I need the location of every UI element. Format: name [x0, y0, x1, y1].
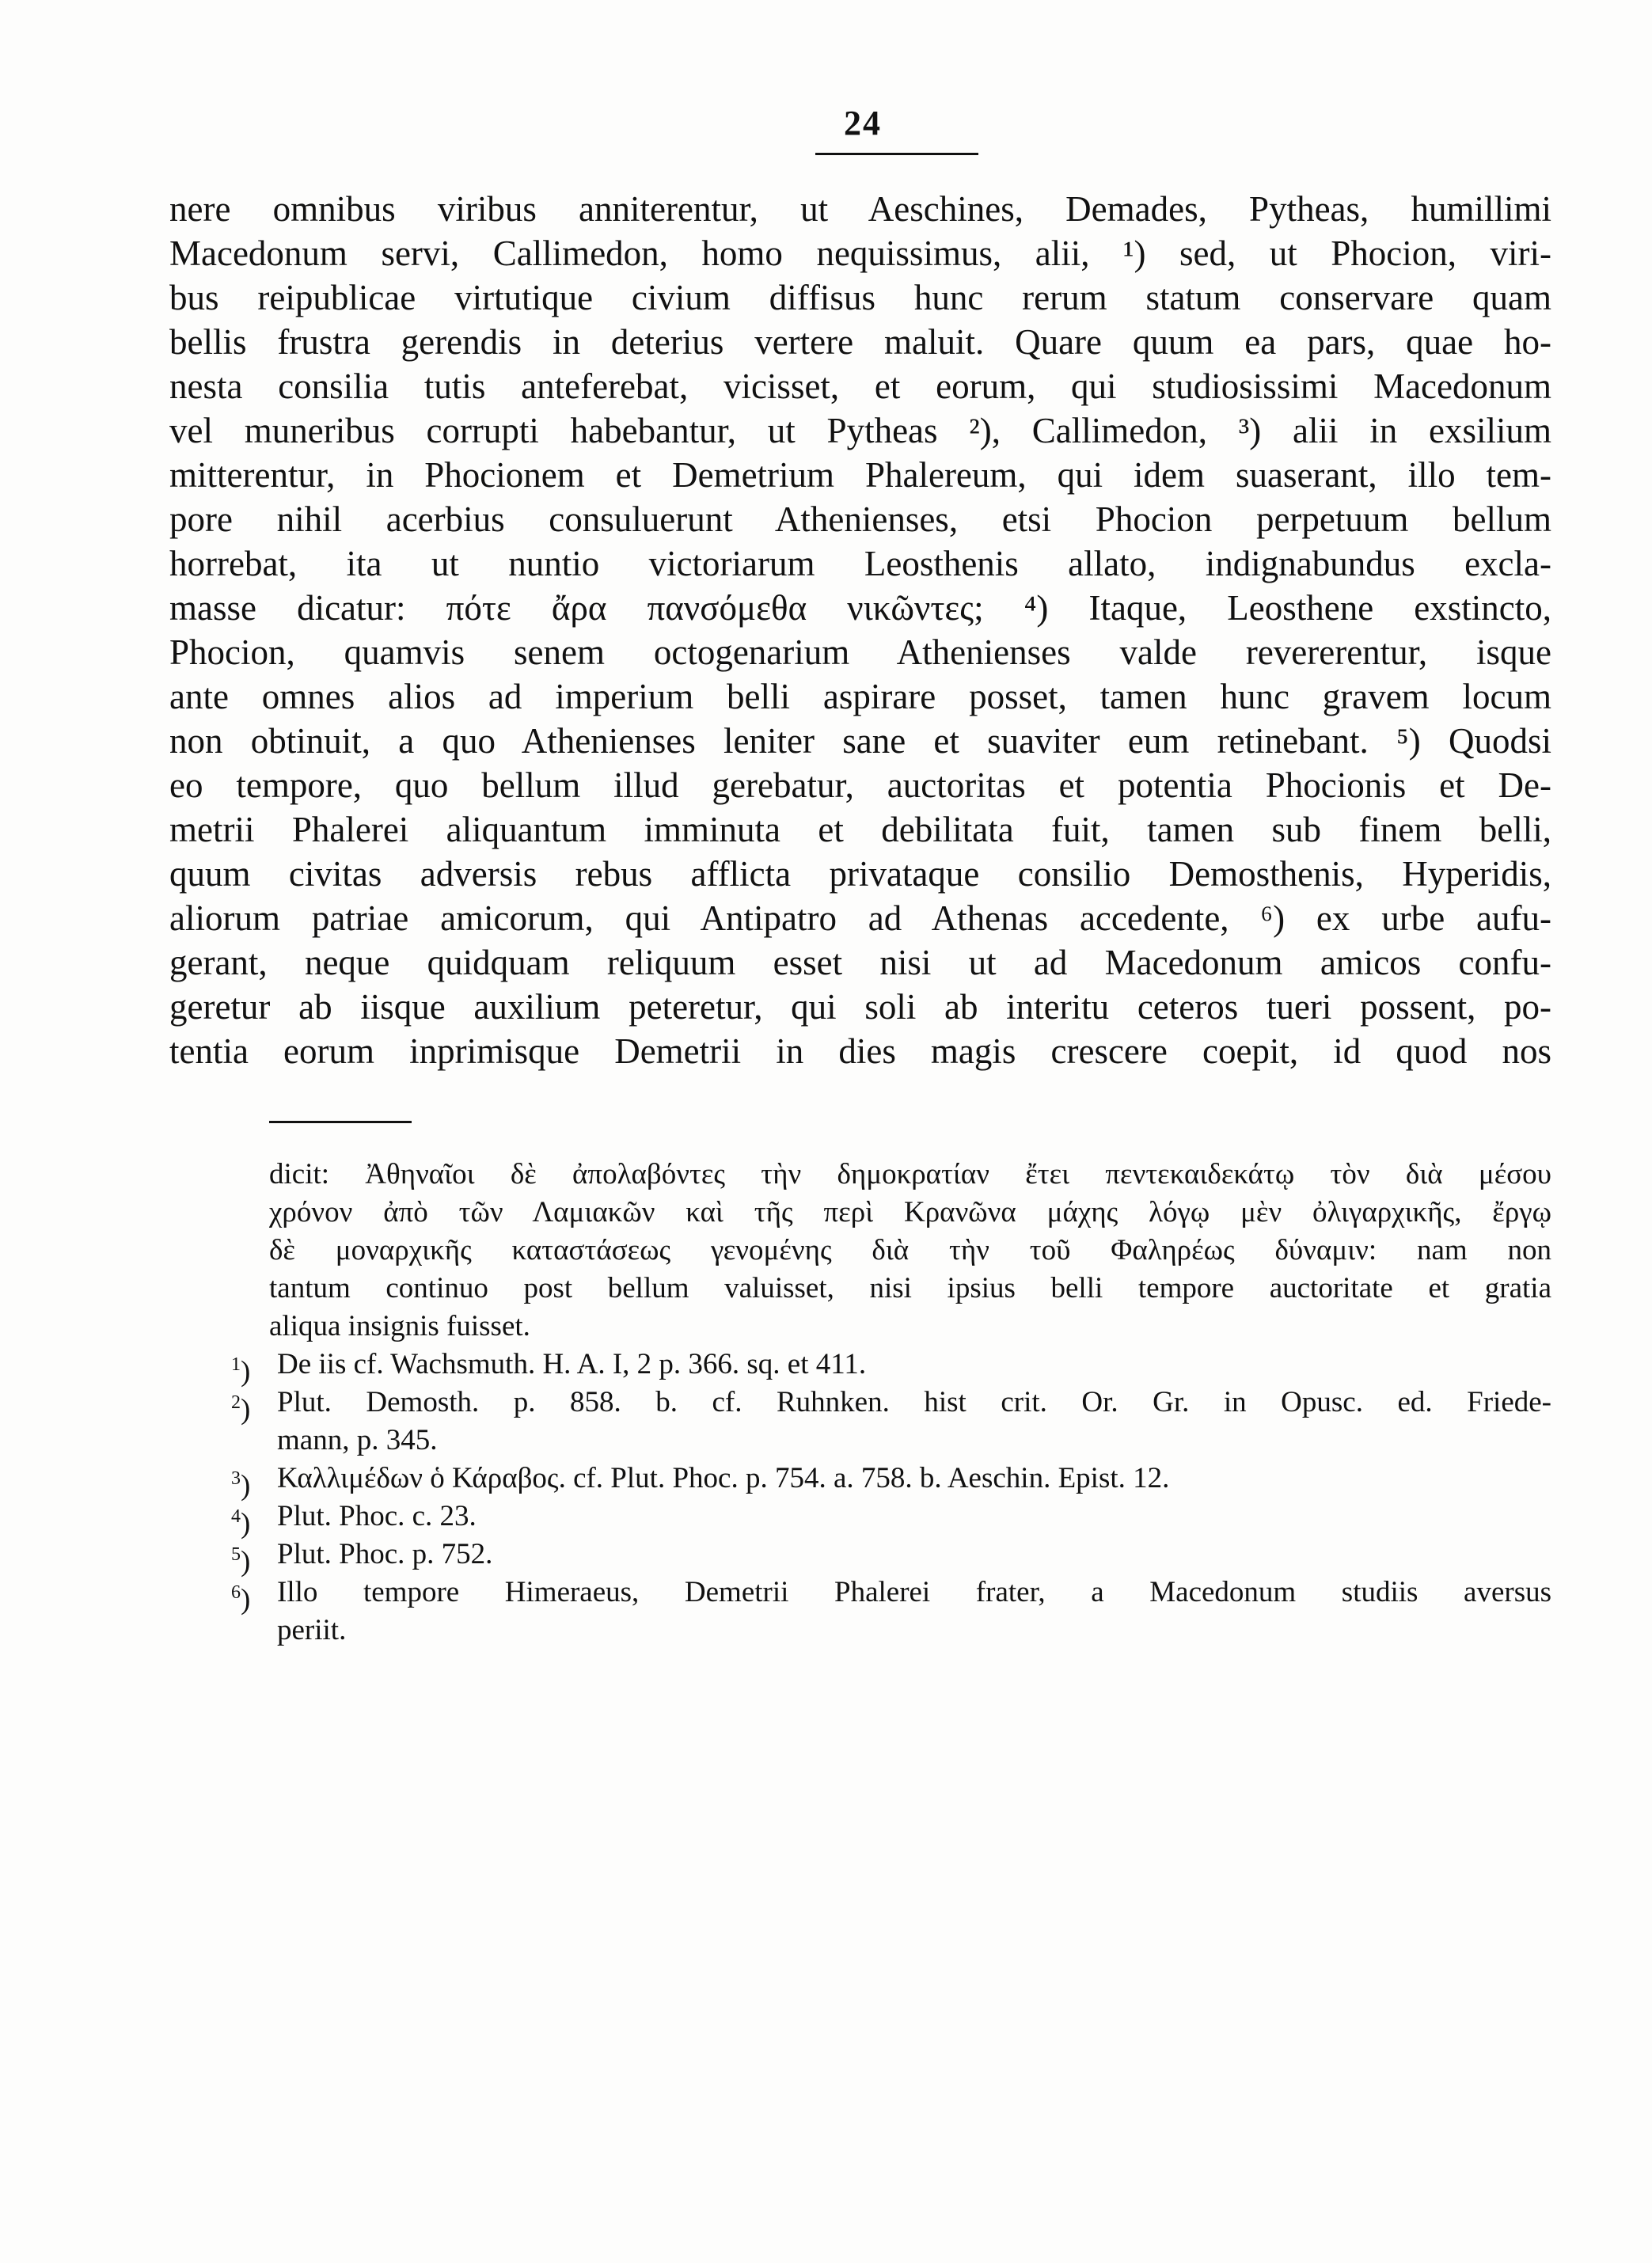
footnote-rule [269, 1121, 412, 1123]
footnote-marker: $^2$) [231, 1392, 251, 1426]
text-line: masse dicatur: πότε ἄρα πανσόμεθα νικῶντες; ⁴) Itaque, Leosthene exstincto, [169, 588, 1551, 628]
text-line: eo tempore, quo bellum illud gerebatur, auctoritas et potentia Phocionis et De- [169, 765, 1551, 805]
text-line: non obtinuit, a quo Athenienses leniter sane et suaviter eum retinebant. ⁵) Quodsi [169, 721, 1551, 761]
text-line: ante omnes alios ad imperium belli aspirare posset, tamen hunc gravem locum [169, 677, 1551, 716]
footnote-text: De iis cf. Wachsmuth. H. A. I, 2 p. 366. sq. et 411. [277, 1348, 867, 1380]
footnote-2 [231, 1384, 1551, 1426]
footnote-text: Illo tempore Himeraeus, Demetrii Phalerei frater, a Macedonum studiis aversus [277, 1576, 1551, 1608]
text-line: geretur ab iisque auxilium peteretur, qui soli ab interitu ceteros tueri possent, po- [169, 987, 1551, 1027]
footnote-text: Plut. Phoc. p. 752. [277, 1538, 493, 1570]
text-line: nesta consilia tutis anteferebat, vicisset, et eorum, qui studiosissimi Macedonum [169, 366, 1551, 406]
footnote-text: Plut. Phoc. c. 23. [277, 1500, 477, 1532]
footnote-marker: $^1$) [231, 1354, 251, 1388]
text-line: metrii Phalerei aliquantum imminuta et debilitata fuit, tamen sub finem belli, [169, 810, 1551, 849]
text-line: bus reipublicae virtutique civium diffisus hunc rerum statum conservare quam [169, 278, 1551, 317]
footnote-text-wrap: mann, p. 345. [277, 1424, 438, 1456]
footnote-4 [231, 1498, 1551, 1540]
footnote-3 [231, 1460, 1551, 1502]
footnote-marker: $^5$) [231, 1544, 251, 1578]
footnote-continuation-line: χρόνον ἀπὸ τῶν Λαμιακῶν καὶ τῆς περὶ Κρανῶνα μάχης λόγῳ μὲν ὀλιγαρχικῆς, ἔργῳ [269, 1196, 1551, 1228]
text-line: pore nihil acerbius consuluerunt Athenienses, etsi Phocion perpetuum bellum [169, 499, 1551, 539]
footnote-text-wrap: periit. [277, 1614, 347, 1646]
text-line: aliorum patriae amicorum, qui Antipatro ad Athenas accedente, ⁶) ex urbe aufu- [169, 898, 1551, 938]
footnotes [231, 1156, 1551, 1650]
footnote-text: Plut. Demosth. p. 858. b. cf. Ruhnken. hist crit. Or. Gr. in Opusc. ed. Friede- [277, 1386, 1551, 1418]
footnote-continuation-line: aliqua insignis fuisset. [269, 1310, 530, 1342]
main-text [169, 187, 1551, 1073]
text-line: vel muneribus corrupti habebantur, ut Pytheas ²), Callimedon, ³) alii in exsilium [169, 411, 1551, 450]
footnote-marker: $^3$) [231, 1468, 251, 1502]
text-line: quum civitas adversis rebus afflicta privataque consilio Demosthenis, Hyperidis, [169, 854, 1551, 894]
text-line: horrebat, ita ut nuntio victoriarum Leosthenis allato, indignabundus excla- [169, 544, 1551, 583]
footnote-6 [231, 1574, 1551, 1616]
footnote-continuation-line: δὲ μοναρχικῆς καταστάσεως γενομένης διὰ τὴν τοῦ Φαληρέως δύναμιν: nam non [269, 1234, 1551, 1266]
header-rule [815, 153, 978, 155]
footnote-continuation-line: dicit: Ἀθηναῖοι δὲ ἀπολαβόντες τὴν δημοκρατίαν ἔτει πεντεκαιδεκάτῳ τὸν διὰ μέσου [269, 1158, 1551, 1190]
footnote-1 [231, 1346, 1551, 1388]
text-line: tentia eorum inprimisque Demetrii in dies magis crescere coepit, id quod nos [169, 1031, 1551, 1071]
page-number: 24 [844, 104, 882, 142]
text-line: Macedonum servi, Callimedon, homo nequissimus, alii, ¹) sed, ut Phocion, viri- [169, 234, 1551, 273]
footnote-marker: $^6$) [231, 1582, 251, 1616]
footnote-marker: $^4$) [231, 1506, 251, 1540]
text-line: mitterentur, in Phocionem et Demetrium Phalereum, qui idem suaserant, illo tem- [169, 455, 1551, 495]
text-line: gerant, neque quidquam reliquum esset nisi ut ad Macedonum amicos confu- [169, 943, 1551, 982]
footnote-5 [231, 1536, 1551, 1578]
footnote-text: Καλλιμέδων ὁ Κάραβος. cf. Plut. Phoc. p. 754. a. 758. b. Aeschin. Epist. 12. [277, 1462, 1170, 1494]
text-line: bellis frustra gerendis in deterius vertere maluit. Quare quum ea pars, quae ho- [169, 322, 1551, 362]
text-line: nere omnibus viribus anniterentur, ut Aeschines, Demades, Pytheas, humillimi [169, 189, 1551, 229]
footnote-continuation-line: tantum continuo post bellum valuisset, nisi ipsius belli tempore auctoritate et gratia [269, 1272, 1551, 1304]
text-line: Phocion, quamvis senem octogenarium Athenienses valde revererentur, isque [169, 632, 1551, 672]
